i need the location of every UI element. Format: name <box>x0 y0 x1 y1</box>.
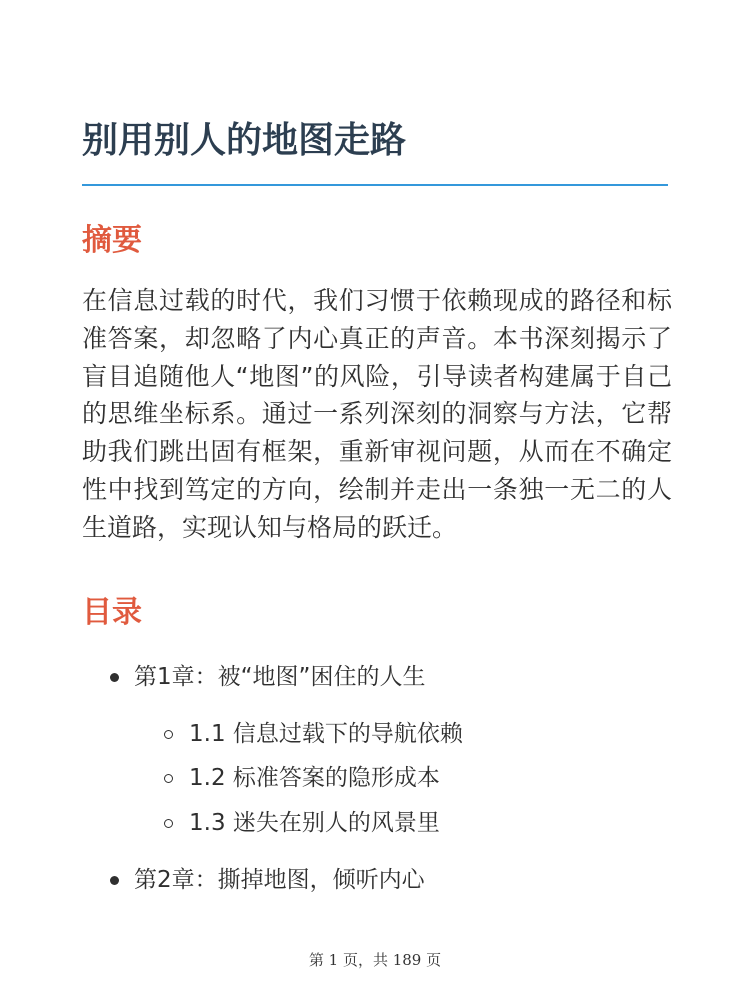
toc-item-label: 第2章：撕掉地图，倾听内心 <box>134 867 425 893</box>
toc-item-label: 1.2 标准答案的隐形成本 <box>189 765 440 791</box>
circle-bullet-icon <box>164 774 173 783</box>
abstract-heading: 摘要 <box>82 223 142 258</box>
toc-item-label: 第1章：被“地图”困住的人生 <box>134 664 426 690</box>
document-title: 别用别人的地图走路 <box>82 120 407 161</box>
page-footer: 第 1 页，共 189 页 <box>308 951 442 969</box>
abstract-paragraph: 在信息过载的时代，我们习惯于依赖现成的路径和标准答案，却忽略了内心真正的声音。本书深刻揭示了盲目追随他人“地图”的风险，引导读者构建属于自己的思维坐标系。通过一系列深刻的洞察与方法，它帮助我们跳出固有框架，重新审视问题，从而在不确定性中找到笃定的方向，绘制并走出一条独一无二的人生道路，实现认知与格局的跃迁。 <box>82 286 672 542</box>
circle-bullet-icon <box>164 819 173 828</box>
toc-item-label: 1.3 迷失在别人的风景里 <box>189 810 440 836</box>
toc-heading: 目录 <box>82 595 142 630</box>
circle-bullet-icon <box>164 730 173 739</box>
title-divider <box>82 184 668 186</box>
disc-bullet-icon <box>110 673 119 682</box>
toc-item-label: 1.1 信息过载下的导航依赖 <box>189 721 463 747</box>
disc-bullet-icon <box>110 876 119 885</box>
